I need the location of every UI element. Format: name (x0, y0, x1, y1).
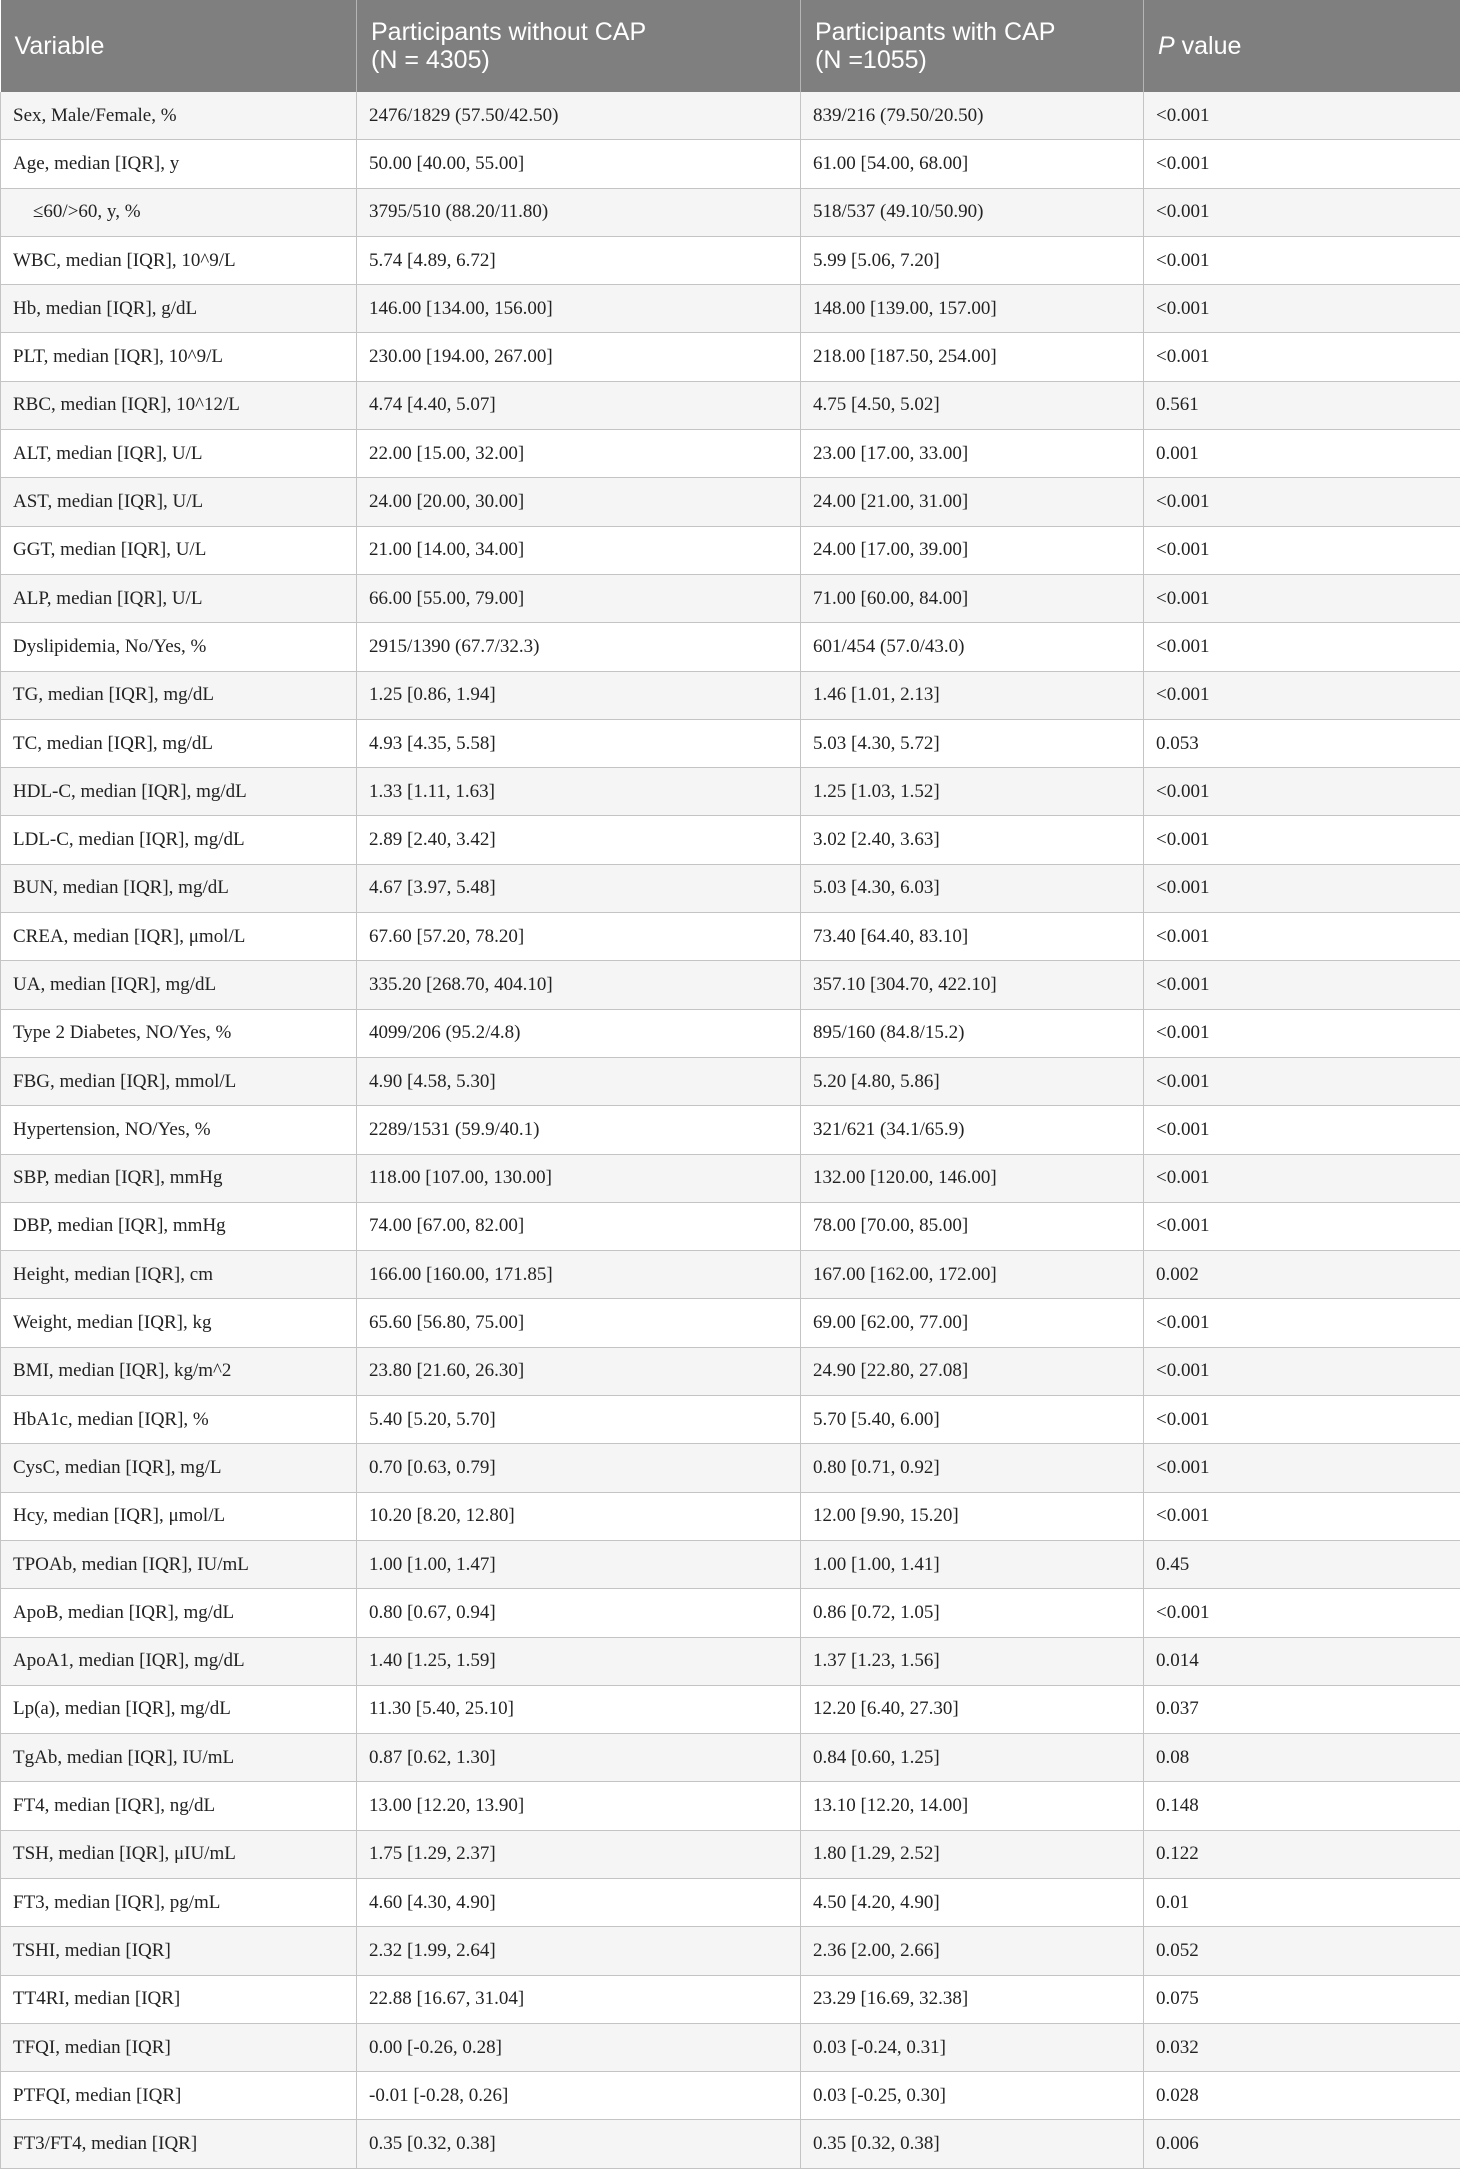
cell-variable: TSHI, median [IQR] (1, 1927, 357, 1975)
cell-p-value: <0.001 (1144, 1106, 1460, 1154)
cell-with-cap: 23.00 [17.00, 33.00] (801, 430, 1144, 478)
cell-p-value: <0.001 (1144, 188, 1460, 236)
cell-p-value: 0.001 (1144, 430, 1460, 478)
cell-variable: TPOAb, median [IQR], IU/mL (1, 1540, 357, 1588)
cell-with-cap: 5.03 [4.30, 6.03] (801, 864, 1144, 912)
cell-variable: Height, median [IQR], cm (1, 1251, 357, 1299)
cell-with-cap: 73.40 [64.40, 83.10] (801, 913, 1144, 961)
cell-p-value: <0.001 (1144, 333, 1460, 381)
cell-without-cap: 166.00 [160.00, 171.85] (357, 1251, 801, 1299)
cell-variable: Hypertension, NO/Yes, % (1, 1106, 357, 1154)
cell-with-cap: 13.10 [12.20, 14.00] (801, 1782, 1144, 1830)
cell-with-cap: 24.00 [17.00, 39.00] (801, 526, 1144, 574)
cell-p-value: <0.001 (1144, 1347, 1460, 1395)
cell-p-value: <0.001 (1144, 478, 1460, 526)
cell-variable: TSH, median [IQR], μIU/mL (1, 1830, 357, 1878)
cell-without-cap: 2.32 [1.99, 2.64] (357, 1927, 801, 1975)
table-row (1, 913, 1460, 961)
header-with-cap-title: Participants with CAP (815, 18, 1056, 46)
cell-without-cap: 10.20 [8.20, 12.80] (357, 1492, 801, 1540)
table-row (1, 1009, 1460, 1057)
cell-variable: TG, median [IQR], mg/dL (1, 671, 357, 719)
table-row (1, 2072, 1460, 2120)
cell-variable: ApoB, median [IQR], mg/dL (1, 1589, 357, 1637)
cell-with-cap: 24.90 [22.80, 27.08] (801, 1347, 1144, 1395)
cell-without-cap: 2289/1531 (59.9/40.1) (357, 1106, 801, 1154)
cell-p-value: <0.001 (1144, 623, 1460, 671)
cell-p-value: <0.001 (1144, 92, 1460, 140)
cell-variable: WBC, median [IQR], 10^9/L (1, 236, 357, 284)
cell-without-cap: 2915/1390 (67.7/32.3) (357, 623, 801, 671)
cell-variable: PLT, median [IQR], 10^9/L (1, 333, 357, 381)
table-row (1, 768, 1460, 816)
table-row (1, 1154, 1460, 1202)
table-row (1, 478, 1460, 526)
cell-variable: AST, median [IQR], U/L (1, 478, 357, 526)
cell-p-value: <0.001 (1144, 864, 1460, 912)
table-row (1, 526, 1460, 574)
table-row (1, 1878, 1460, 1926)
cell-p-value: 0.028 (1144, 2072, 1460, 2120)
cell-with-cap: 0.84 [0.60, 1.25] (801, 1734, 1144, 1782)
cell-without-cap: 1.33 [1.11, 1.63] (357, 768, 801, 816)
cell-variable: Sex, Male/Female, % (1, 92, 357, 140)
table-row (1, 1396, 1460, 1444)
table-row (1, 1057, 1460, 1105)
cell-without-cap: 2476/1829 (57.50/42.50) (357, 92, 801, 140)
table-row (1, 1589, 1460, 1637)
cell-with-cap: 1.00 [1.00, 1.41] (801, 1540, 1144, 1588)
cell-variable: TFQI, median [IQR] (1, 2023, 357, 2071)
cell-p-value: <0.001 (1144, 961, 1460, 1009)
table-row (1, 719, 1460, 767)
table-row (1, 1830, 1460, 1878)
header-without-cap (357, 0, 801, 92)
cell-p-value: 0.032 (1144, 2023, 1460, 2071)
cell-p-value: <0.001 (1144, 1154, 1460, 1202)
table-row (1, 2023, 1460, 2071)
cell-p-value: 0.002 (1144, 1251, 1460, 1299)
cell-p-value: <0.001 (1144, 1299, 1460, 1347)
table-row (1, 381, 1460, 429)
cell-with-cap: 218.00 [187.50, 254.00] (801, 333, 1144, 381)
cell-variable: BUN, median [IQR], mg/dL (1, 864, 357, 912)
cell-variable: GGT, median [IQR], U/L (1, 526, 357, 574)
cell-with-cap: 0.03 [-0.24, 0.31] (801, 2023, 1144, 2071)
cell-variable: Age, median [IQR], y (1, 140, 357, 188)
cell-without-cap: 0.80 [0.67, 0.94] (357, 1589, 801, 1637)
cell-with-cap: 1.80 [1.29, 2.52] (801, 1830, 1144, 1878)
table-row (1, 140, 1460, 188)
cell-without-cap: 1.40 [1.25, 1.59] (357, 1637, 801, 1685)
cell-p-value: 0.148 (1144, 1782, 1460, 1830)
header-variable (1, 0, 357, 92)
header-p-value (1144, 0, 1460, 92)
cell-without-cap: 0.87 [0.62, 1.30] (357, 1734, 801, 1782)
cell-variable: FT4, median [IQR], ng/dL (1, 1782, 357, 1830)
cell-p-value: <0.001 (1144, 1202, 1460, 1250)
cell-with-cap: 23.29 [16.69, 32.38] (801, 1975, 1144, 2023)
cell-variable: Hcy, median [IQR], μmol/L (1, 1492, 357, 1540)
table-row (1, 1637, 1460, 1685)
cell-variable: TgAb, median [IQR], IU/mL (1, 1734, 357, 1782)
cell-without-cap: 22.88 [16.67, 31.04] (357, 1975, 801, 2023)
cell-p-value: 0.122 (1144, 1830, 1460, 1878)
cell-without-cap: 74.00 [67.00, 82.00] (357, 1202, 801, 1250)
cell-with-cap: 167.00 [162.00, 172.00] (801, 1251, 1144, 1299)
table-row (1, 1492, 1460, 1540)
cell-variable: PTFQI, median [IQR] (1, 2072, 357, 2120)
cell-with-cap: 0.35 [0.32, 0.38] (801, 2120, 1144, 2168)
cell-with-cap: 518/537 (49.10/50.90) (801, 188, 1144, 236)
table-row (1, 1202, 1460, 1250)
cell-p-value: <0.001 (1144, 1589, 1460, 1637)
cell-p-value: <0.001 (1144, 526, 1460, 574)
cell-variable: Weight, median [IQR], kg (1, 1299, 357, 1347)
cell-variable: HDL-C, median [IQR], mg/dL (1, 768, 357, 816)
cell-with-cap: 839/216 (79.50/20.50) (801, 92, 1144, 140)
cell-p-value: <0.001 (1144, 574, 1460, 622)
header-row (1, 0, 1460, 92)
cell-without-cap: 22.00 [15.00, 32.00] (357, 430, 801, 478)
cell-p-value: <0.001 (1144, 1444, 1460, 1492)
cell-without-cap: 1.75 [1.29, 2.37] (357, 1830, 801, 1878)
table-row (1, 92, 1460, 140)
cell-variable: BMI, median [IQR], kg/m^2 (1, 1347, 357, 1395)
cell-with-cap: 5.20 [4.80, 5.86] (801, 1057, 1144, 1105)
header-with-cap-count: (N =1055) (815, 46, 927, 74)
cell-variable: LDL-C, median [IQR], mg/dL (1, 816, 357, 864)
cell-variable: RBC, median [IQR], 10^12/L (1, 381, 357, 429)
table-row (1, 961, 1460, 1009)
table-row (1, 2120, 1460, 2168)
cell-variable: TT4RI, median [IQR] (1, 1975, 357, 2023)
cell-variable: ApoA1, median [IQR], mg/dL (1, 1637, 357, 1685)
cell-variable: SBP, median [IQR], mmHg (1, 1154, 357, 1202)
cell-without-cap: 335.20 [268.70, 404.10] (357, 961, 801, 1009)
table-row (1, 1106, 1460, 1154)
cell-p-value: <0.001 (1144, 671, 1460, 719)
cell-without-cap: 0.70 [0.63, 0.79] (357, 1444, 801, 1492)
cell-without-cap: 23.80 [21.60, 26.30] (357, 1347, 801, 1395)
cell-with-cap: 5.70 [5.40, 6.00] (801, 1396, 1144, 1444)
table-row (1, 285, 1460, 333)
cell-with-cap: 0.80 [0.71, 0.92] (801, 1444, 1144, 1492)
cell-variable: Type 2 Diabetes, NO/Yes, % (1, 1009, 357, 1057)
cell-variable: Lp(a), median [IQR], mg/dL (1, 1685, 357, 1733)
cell-without-cap: 21.00 [14.00, 34.00] (357, 526, 801, 574)
cell-with-cap: 3.02 [2.40, 3.63] (801, 816, 1144, 864)
cell-without-cap: 4.93 [4.35, 5.58] (357, 719, 801, 767)
table-row (1, 188, 1460, 236)
cell-variable: Dyslipidemia, No/Yes, % (1, 623, 357, 671)
cell-p-value: <0.001 (1144, 236, 1460, 284)
table-row (1, 1347, 1460, 1395)
cell-without-cap: 24.00 [20.00, 30.00] (357, 478, 801, 526)
header-p-italic: P (1158, 32, 1175, 60)
cell-p-value: 0.08 (1144, 1734, 1460, 1782)
header-without-cap-title: Participants without CAP (371, 18, 647, 46)
cell-with-cap: 61.00 [54.00, 68.00] (801, 140, 1144, 188)
table-row (1, 1540, 1460, 1588)
cell-without-cap: 11.30 [5.40, 25.10] (357, 1685, 801, 1733)
cell-with-cap: 0.86 [0.72, 1.05] (801, 1589, 1144, 1637)
cell-without-cap: 5.74 [4.89, 6.72] (357, 236, 801, 284)
cell-with-cap: 78.00 [70.00, 85.00] (801, 1202, 1144, 1250)
cell-without-cap: 3795/510 (88.20/11.80) (357, 188, 801, 236)
cell-p-value: 0.075 (1144, 1975, 1460, 2023)
table-row (1, 1251, 1460, 1299)
header-with-cap (801, 0, 1144, 92)
cell-p-value: <0.001 (1144, 768, 1460, 816)
cell-with-cap: 0.03 [-0.25, 0.30] (801, 2072, 1144, 2120)
cell-with-cap: 12.00 [9.90, 15.20] (801, 1492, 1144, 1540)
cell-variable: DBP, median [IQR], mmHg (1, 1202, 357, 1250)
cell-p-value: 0.006 (1144, 2120, 1460, 2168)
cell-with-cap: 1.46 [1.01, 2.13] (801, 671, 1144, 719)
cell-without-cap: 13.00 [12.20, 13.90] (357, 1782, 801, 1830)
cell-variable: ALT, median [IQR], U/L (1, 430, 357, 478)
cell-without-cap: -0.01 [-0.28, 0.26] (357, 2072, 801, 2120)
table-row (1, 816, 1460, 864)
cell-p-value: <0.001 (1144, 913, 1460, 961)
cell-variable: HbA1c, median [IQR], % (1, 1396, 357, 1444)
cell-p-value: <0.001 (1144, 1396, 1460, 1444)
cell-with-cap: 2.36 [2.00, 2.66] (801, 1927, 1144, 1975)
cell-variable: Hb, median [IQR], g/dL (1, 285, 357, 333)
header-variable-label: Variable (14, 32, 105, 60)
cell-p-value: <0.001 (1144, 1057, 1460, 1105)
cell-with-cap: 1.37 [1.23, 1.56] (801, 1637, 1144, 1685)
table-row (1, 1444, 1460, 1492)
cell-without-cap: 50.00 [40.00, 55.00] (357, 140, 801, 188)
table-row (1, 1927, 1460, 1975)
table-row (1, 864, 1460, 912)
cell-variable: FT3/FT4, median [IQR] (1, 2120, 357, 2168)
cell-without-cap: 66.00 [55.00, 79.00] (357, 574, 801, 622)
cell-without-cap: 65.60 [56.80, 75.00] (357, 1299, 801, 1347)
table-row (1, 236, 1460, 284)
cell-without-cap: 230.00 [194.00, 267.00] (357, 333, 801, 381)
cell-without-cap: 4.90 [4.58, 5.30] (357, 1057, 801, 1105)
cell-p-value: 0.01 (1144, 1878, 1460, 1926)
table-row (1, 1299, 1460, 1347)
cell-with-cap: 1.25 [1.03, 1.52] (801, 768, 1144, 816)
table-row (1, 333, 1460, 381)
cell-p-value: <0.001 (1144, 1492, 1460, 1540)
table-row (1, 1975, 1460, 2023)
cell-with-cap: 5.03 [4.30, 5.72] (801, 719, 1144, 767)
cell-with-cap: 895/160 (84.8/15.2) (801, 1009, 1144, 1057)
cell-without-cap: 4099/206 (95.2/4.8) (357, 1009, 801, 1057)
cell-p-value: <0.001 (1144, 1009, 1460, 1057)
cell-variable: ≤60/>60, y, % (1, 188, 357, 236)
cell-without-cap: 1.25 [0.86, 1.94] (357, 671, 801, 719)
cell-without-cap: 4.74 [4.40, 5.07] (357, 381, 801, 429)
table-header (1, 0, 1460, 92)
header-without-cap-count: (N = 4305) (371, 46, 490, 74)
table-row (1, 1734, 1460, 1782)
cell-without-cap: 4.67 [3.97, 5.48] (357, 864, 801, 912)
cell-p-value: 0.45 (1144, 1540, 1460, 1588)
table-row (1, 623, 1460, 671)
table-row (1, 574, 1460, 622)
cell-p-value: <0.001 (1144, 285, 1460, 333)
cell-p-value: 0.561 (1144, 381, 1460, 429)
table-row (1, 671, 1460, 719)
cell-with-cap: 321/621 (34.1/65.9) (801, 1106, 1144, 1154)
cell-variable: FT3, median [IQR], pg/mL (1, 1878, 357, 1926)
cell-with-cap: 12.20 [6.40, 27.30] (801, 1685, 1144, 1733)
cell-p-value: 0.053 (1144, 719, 1460, 767)
cell-with-cap: 4.75 [4.50, 5.02] (801, 381, 1144, 429)
cell-with-cap: 5.99 [5.06, 7.20] (801, 236, 1144, 284)
cell-without-cap: 1.00 [1.00, 1.47] (357, 1540, 801, 1588)
cell-p-value: 0.014 (1144, 1637, 1460, 1685)
cell-without-cap: 118.00 [107.00, 130.00] (357, 1154, 801, 1202)
table-row (1, 1685, 1460, 1733)
cell-variable: FBG, median [IQR], mmol/L (1, 1057, 357, 1105)
table-row (1, 430, 1460, 478)
cell-variable: TC, median [IQR], mg/dL (1, 719, 357, 767)
cell-p-value: 0.052 (1144, 1927, 1460, 1975)
cell-without-cap: 0.00 [-0.26, 0.28] (357, 2023, 801, 2071)
cell-without-cap: 67.60 [57.20, 78.20] (357, 913, 801, 961)
cell-without-cap: 5.40 [5.20, 5.70] (357, 1396, 801, 1444)
cell-with-cap: 148.00 [139.00, 157.00] (801, 285, 1144, 333)
cell-with-cap: 69.00 [62.00, 77.00] (801, 1299, 1144, 1347)
cell-with-cap: 132.00 [120.00, 146.00] (801, 1154, 1144, 1202)
cell-without-cap: 2.89 [2.40, 3.42] (357, 816, 801, 864)
cell-p-value: 0.037 (1144, 1685, 1460, 1733)
cell-with-cap: 601/454 (57.0/43.0) (801, 623, 1144, 671)
cell-with-cap: 4.50 [4.20, 4.90] (801, 1878, 1144, 1926)
cell-without-cap: 146.00 [134.00, 156.00] (357, 285, 801, 333)
cell-p-value: <0.001 (1144, 816, 1460, 864)
cell-with-cap: 357.10 [304.70, 422.10] (801, 961, 1144, 1009)
cell-variable: ALP, median [IQR], U/L (1, 574, 357, 622)
cell-without-cap: 0.35 [0.32, 0.38] (357, 2120, 801, 2168)
cell-variable: CysC, median [IQR], mg/L (1, 1444, 357, 1492)
header-p-rest: value (1174, 32, 1242, 60)
cell-with-cap: 71.00 [60.00, 84.00] (801, 574, 1144, 622)
cell-without-cap: 4.60 [4.30, 4.90] (357, 1878, 801, 1926)
cell-with-cap: 24.00 [21.00, 31.00] (801, 478, 1144, 526)
table-row (1, 1782, 1460, 1830)
cell-variable: UA, median [IQR], mg/dL (1, 961, 357, 1009)
cell-p-value: <0.001 (1144, 140, 1460, 188)
table-body (1, 92, 1460, 2168)
cell-variable: CREA, median [IQR], μmol/L (1, 913, 357, 961)
